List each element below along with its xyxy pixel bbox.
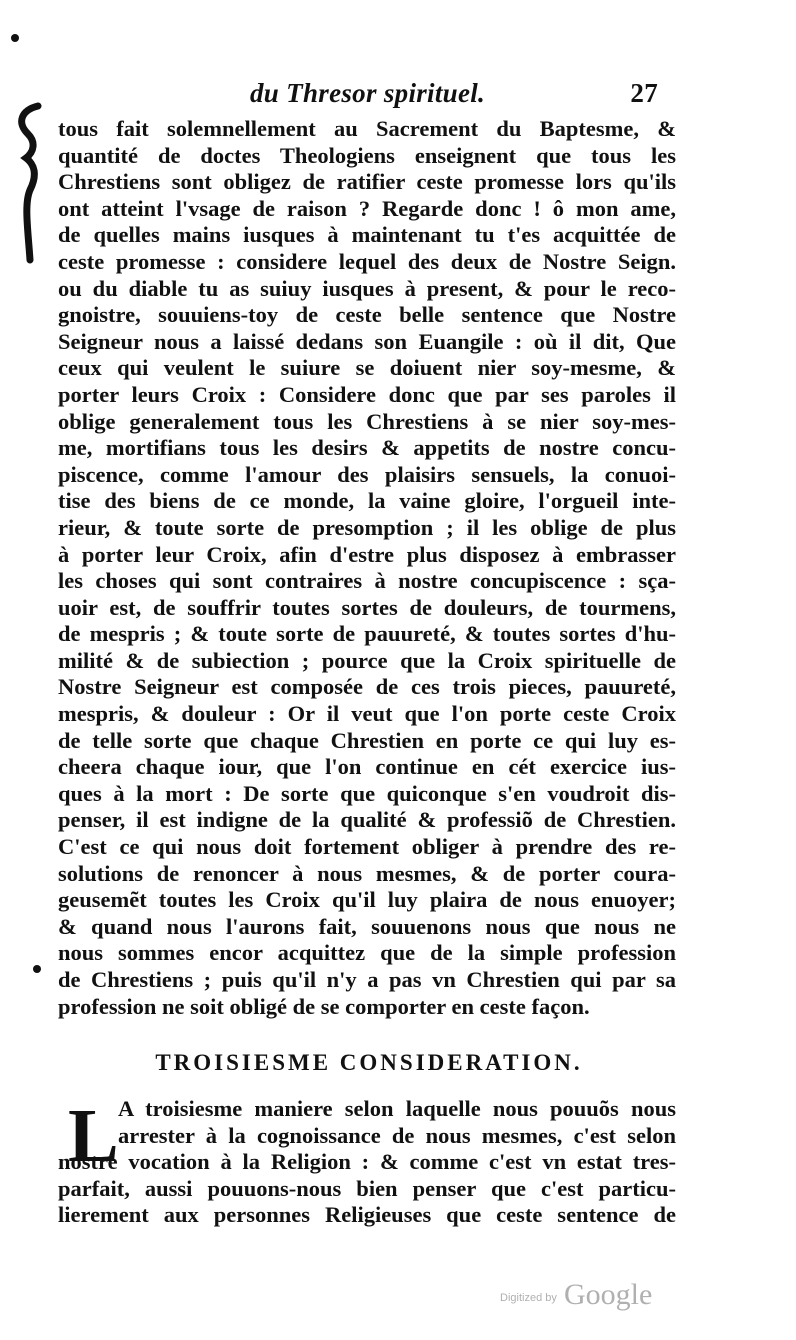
- text-line: solutions de renoncer à nous mesmes, & de porter coura-: [58, 860, 676, 886]
- paragraph-1: [58, 116, 676, 1020]
- text-line: uoir est, de souffrir toutes sortes de douleurs, de tourmens,: [58, 594, 676, 620]
- text-line: piscence, comme l'amour des plaisirs sensuels, la conuoi-: [58, 461, 676, 487]
- text-line: porter leurs Croix : Considere donc que par ses paroles il: [58, 381, 676, 407]
- text-line: Seigneur nous a laissé dedans son Euangile : où il dit, Que: [58, 328, 676, 354]
- text-line: tise des biens de ce monde, la vaine gloire, l'orgueil inte-: [58, 488, 676, 514]
- text-line: ques à la mort : De sorte que quiconque s'en voudroit dis-: [58, 780, 676, 806]
- text-line: A troisiesme maniere selon laquelle nous pouuõs nous: [118, 1096, 676, 1121]
- text-line: mespris, & douleur : Or il veut que l'on porte ceste Croix: [58, 701, 676, 727]
- text-line: gnoistre, souuiens-toy de ceste belle sentence que Nostre: [58, 302, 676, 328]
- text-line: parfait, aussi pouuons-nous bien penser que c'est particu-: [58, 1175, 676, 1201]
- text-line: penser, il est indigne de la qualité & professiõ de Chrestien.: [58, 807, 676, 833]
- text-line: cheera chaque iour, que l'on continue en cét exercice ius-: [58, 754, 676, 780]
- text-line: & quand nous l'aurons fait, souuenons nous que nous ne: [58, 913, 676, 939]
- text-line: lierement aux personnes Religieuses que ceste sentence de: [58, 1202, 676, 1228]
- text-line: ceste promesse : considere lequel des deux de Nostre Seign.: [58, 248, 676, 274]
- text-line: Chrestiens sont obligez de ratifier ceste promesse lors qu'ils: [58, 169, 676, 195]
- margin-dot-mark: [8, 30, 24, 46]
- text-line: les choses qui sont contraires à nostre concupiscence : sça-: [58, 568, 676, 594]
- text-line: nous sommes encor acquittez que de la simple profession: [58, 940, 676, 966]
- text-line: rieur, & toute sorte de presomption ; il les oblige de plus: [58, 514, 676, 540]
- text-line: ou du diable tu as suiuy iusques à present, & pour le reco-: [58, 275, 676, 301]
- paragraph-2: [58, 1096, 676, 1229]
- running-header: [228, 78, 658, 114]
- text-line: me, mortifians tous les desirs & appetits de nostre concu-: [58, 435, 676, 461]
- text-line: de Chrestiens ; puis qu'il n'y a pas vn Chrestien qui par sa: [58, 967, 676, 992]
- text-line: tous fait solemnellement au Sacrement du Baptesme, &: [58, 116, 676, 141]
- page-number: 27: [630, 78, 658, 108]
- text-line: ont atteint l'vsage de raison ? Regarde donc ! ô mon ame,: [58, 195, 676, 221]
- text-line: quantité de doctes Theologiens enseignent que tous les: [58, 142, 676, 168]
- section-heading: TROISIESME CONSIDERATION.: [155, 1050, 583, 1075]
- text-line: oblige generalement tous les Chrestiens à se nier soy-mes-: [58, 408, 676, 434]
- text-line: de telle sorte que chaque Chrestien en porte ce qui luy es-: [58, 727, 676, 753]
- text-line: milité & de subiection ; pource que la Croix spirituelle de: [58, 647, 676, 673]
- watermark-brand: Google: [564, 1278, 653, 1311]
- text-line: geusemẽt toutes les Croix qu'il luy plaira de nous enuoyer;: [58, 887, 676, 913]
- watermark-prefix: Digitized by: [500, 1292, 557, 1304]
- text-line: profession ne soit obligé de se comporter en ceste façon.: [58, 993, 590, 1019]
- digitized-watermark: [500, 1280, 670, 1310]
- text-line: de quelles mains iusques à maintenant tu t'es acquittée de: [58, 222, 676, 248]
- margin-dot-mark: [30, 962, 44, 976]
- drop-cap: L: [68, 1094, 119, 1178]
- text-line: C'est ce qui nous doit fortement obliger à prendre des re-: [58, 834, 676, 860]
- text-line: Nostre Seigneur est composée de ces trois pieces, pauureté,: [58, 674, 676, 700]
- text-line: arrester à la cognoissance de nous mesmes, c'est selon: [118, 1122, 676, 1148]
- text-line: ceux qui veulent le suiure se doiuent nier soy-mesme, &: [58, 355, 676, 381]
- running-title: du Thresor spirituel.: [250, 78, 486, 108]
- text-line: nostre vocation à la Religion : & comme c'est vn estat tres-: [58, 1149, 676, 1175]
- text-line: de mespris ; & toute sorte de pauureté, & toutes sortes d'hu-: [58, 621, 676, 647]
- text-line: à porter leur Croix, afin d'estre plus disposez à embrasser: [58, 541, 676, 567]
- margin-bracket-mark: [8, 100, 58, 270]
